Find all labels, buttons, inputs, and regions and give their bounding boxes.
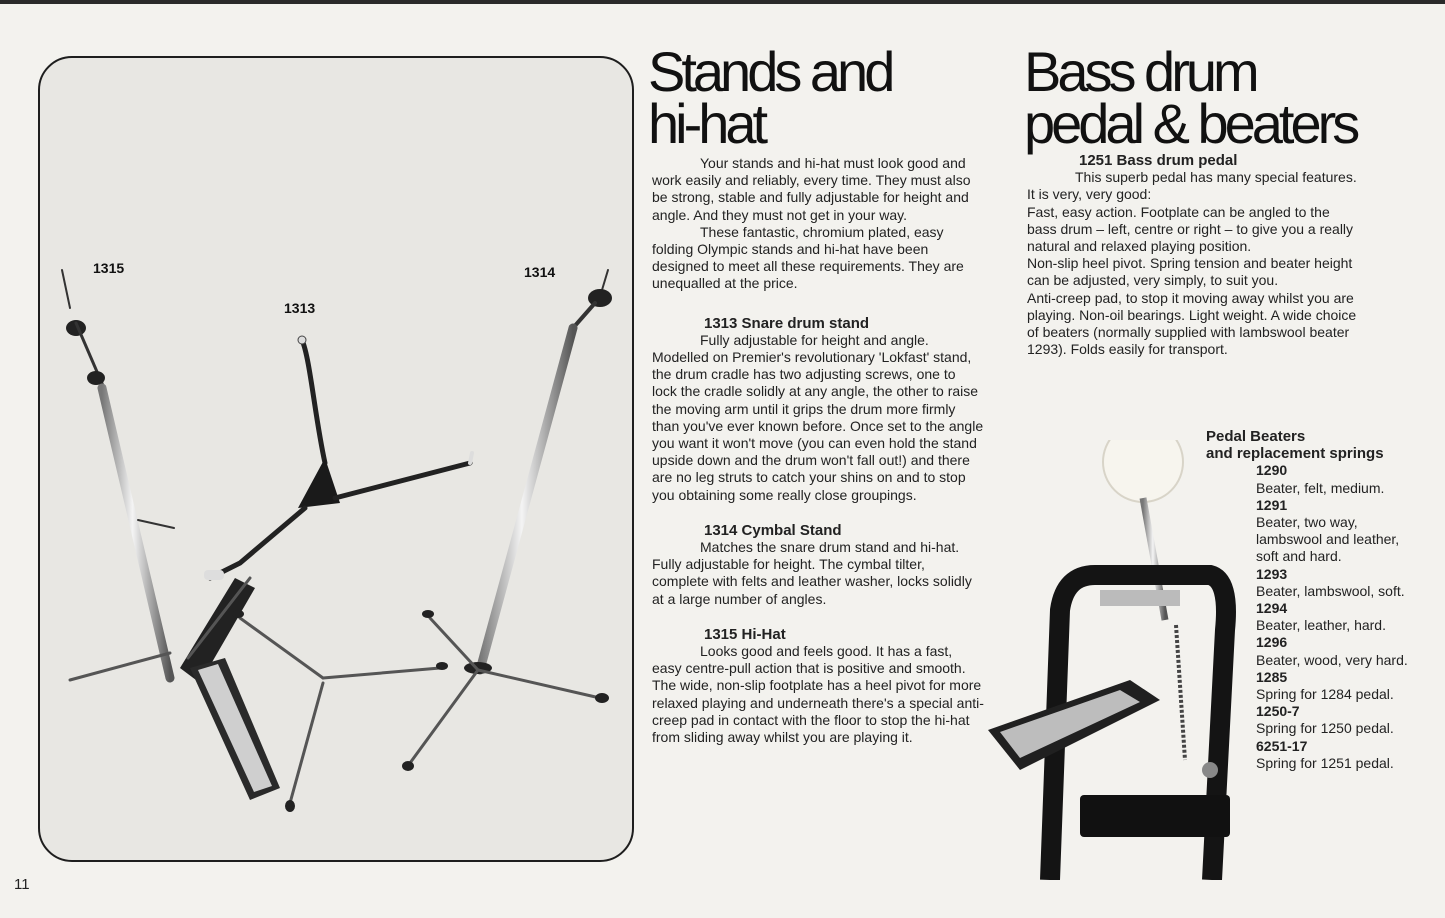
- item-code: 6251-17: [1256, 737, 1308, 754]
- list-item: [1256, 600, 1416, 634]
- pedal-text-p4: Anti-creep pad, to stop it moving away whilst you are playing. Non-oil bearings. Light weight. A wide choice of beaters (normally supplied with lambswool beater 1293). Folds easily for transport.: [1027, 289, 1357, 358]
- stands-intro-p1: Your stands and hi-hat must look good and work easily and reliably, every time. They must also be strong, stable and fully adjustable for height and angle. And they must not get in your way.: [652, 155, 971, 223]
- pedal-title: 1251 Bass drum pedal: [1079, 152, 1238, 169]
- pedal-text-p3: Non-slip heel pivot. Spring tension and beater height can be adjusted, very simply, to suit you.: [1027, 255, 1353, 289]
- hihat-stand-image: [62, 270, 280, 800]
- item-description: Spring for 1250 pedal.: [1256, 720, 1394, 737]
- list-item: [1256, 497, 1416, 566]
- page-number: 11: [14, 876, 30, 893]
- snare-stand-title: 1313 Snare drum stand: [704, 314, 870, 332]
- item-code: 1293: [1256, 565, 1288, 582]
- list-item: [1256, 669, 1416, 703]
- snare-photo-label: 1313: [284, 300, 316, 316]
- stands-body: [652, 155, 984, 746]
- beaters-title-line2: and replacement springs: [1206, 445, 1384, 463]
- item-description: Spring for 1284 pedal.: [1256, 686, 1394, 703]
- snare-stand-text: Fully adjustable for height and angle. Modelled on Premier's revolutionary 'Lokfast' stand, the drum cradle has two adjusting screws, one to lock the cradle solidly at any angle, the other to raise the moving arm until it grips the drum more firmly than you've ever known before. Once set to the angle you want it won't move (you can even hold the stand upside down and the drum won't fall out!) and there are no leg struts to catch your shins on and to stop you obtaining some really close groupings.: [652, 331, 984, 503]
- item-description: Spring for 1251 pedal.: [1256, 754, 1394, 771]
- item-description: Beater, two way, lambswool and leather, soft and hard.: [1256, 514, 1400, 565]
- stands-heading-line1: Stands and: [648, 40, 892, 103]
- pedal-body: [1027, 152, 1357, 358]
- list-item: [1256, 566, 1416, 600]
- hihat-title: 1315 Hi-Hat: [704, 625, 786, 643]
- list-item: [1256, 634, 1416, 668]
- pedal-heading-line2: pedal & beaters: [1024, 92, 1357, 155]
- item-code: 1290: [1256, 462, 1288, 479]
- stands-intro-p2: These fantastic, chromium plated, easy folding Olympic stands and hi-hat have been designed to meet all these requirements. They are unequalled at the price.: [652, 223, 964, 292]
- beaters-list: [1206, 428, 1416, 772]
- item-code: 1294: [1256, 600, 1288, 617]
- hihat-photo-label: 1315: [93, 260, 125, 276]
- beaters-title-line1: Pedal Beaters: [1206, 428, 1306, 445]
- pedal-heading: [1024, 40, 1357, 155]
- stands-heading-line2: hi-hat: [648, 92, 765, 155]
- hihat-text: Looks good and feels good. It has a fast, easy centre-pull action that is positive and smooth. The wide, non-slip footplate has a heel pivot for more relaxed playing and underneath there's a special anti-creep pad in contact with the floor to stop the hi-hat from sliding away whilst you are playing it.: [652, 643, 984, 746]
- pedal-text-p2: Fast, easy action. Footplate can be angled to the bass drum – left, centre or right – to give you a really natural and relaxed playing position.: [1027, 203, 1354, 255]
- pedal-text-p1: This superb pedal has many special features. It is very, very good:: [1027, 169, 1357, 203]
- item-code: 1291: [1256, 496, 1288, 513]
- cymbal-stand-image: [402, 270, 612, 771]
- cymbal-stand-title: 1314 Cymbal Stand: [704, 521, 842, 539]
- top-rule: [0, 0, 1445, 4]
- cymbal-stand-text: Matches the snare drum stand and hi-hat. Fully adjustable for height. The cymbal tilter, complete with felts and leather washer, locks solidly at a large number of angles.: [652, 539, 972, 607]
- stands-photo: [38, 56, 634, 862]
- item-description: Beater, wood, very hard.: [1256, 651, 1408, 668]
- item-description: Beater, leather, hard.: [1256, 617, 1386, 634]
- item-code: 1285: [1256, 668, 1288, 685]
- item-code: 1296: [1256, 634, 1288, 651]
- cymbal-photo-label: 1314: [524, 264, 556, 280]
- beaters-items: [1256, 462, 1416, 772]
- list-item: [1256, 703, 1416, 737]
- item-description: Beater, felt, medium.: [1256, 479, 1385, 496]
- pedal-heading-line1: Bass drum: [1024, 40, 1256, 103]
- item-description: Beater, lambswool, soft.: [1256, 582, 1405, 599]
- list-item: [1256, 738, 1416, 772]
- beater-head-image: [1103, 440, 1183, 502]
- item-code: 1250-7: [1256, 703, 1300, 720]
- stands-heading: [648, 40, 892, 155]
- list-item: [1256, 462, 1416, 496]
- stands-illustration: [40, 58, 634, 862]
- bass-drum-pedal-image: [980, 440, 1240, 880]
